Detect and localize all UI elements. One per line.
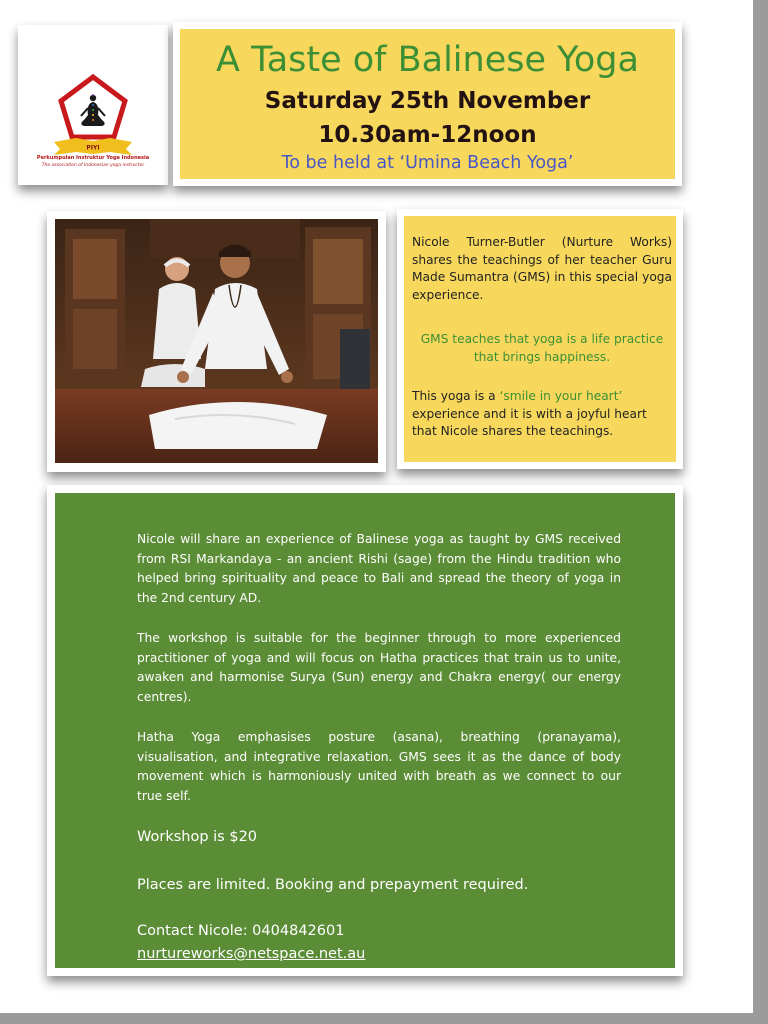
details-card: [47, 485, 683, 976]
event-date: Saturday 25th November: [264, 88, 591, 114]
logo-card: [18, 25, 168, 185]
intro-quote: GMS teaches that yoga is a life practice that brings happiness.: [420, 332, 664, 364]
details-paragraph-2: The workshop is suitable for the beginner through to more experienced practitioner of yoga and will focus on Hatha practices that train us to unite, awaken and harmonise Surya (Sun) energy and Chakra energy( our energy centres).: [137, 631, 621, 704]
intro-paragraph: Nicole Turner-Butler (Nurture Works) shares the teachings of her teacher Guru Made Sumantra (GMS) in this special yoga experience.: [412, 235, 672, 302]
booking-text: Places are limited. Booking and prepayment required.: [137, 877, 529, 893]
title-card: [173, 22, 682, 186]
details-paragraph-1: Nicole will share an experience of Balinese yoga as taught by GMS received from RSI Markandaya - an ancient Rishi (sage) from the Hindu tradition who helped bring spirituality and peace to Bali and spread the theory of yoga in the 2nd century AD.: [137, 532, 621, 605]
logo-org-english: The association of Indonesian yoga instructor: [41, 163, 145, 168]
details-panel: [55, 493, 675, 968]
intro-closing-start: This yoga is a: [412, 389, 500, 403]
event-venue: To be held at ‘Umina Beach Yoga’: [281, 153, 574, 173]
photo-card: [47, 211, 386, 472]
piyi-logo: [18, 25, 168, 185]
email-link[interactable]: nurtureworks@netspace.net.au: [137, 946, 366, 962]
intro-closing: [412, 388, 672, 441]
contact-text: Contact Nicole: 0404842601: [137, 923, 345, 939]
event-time: 10.30am-12noon: [318, 122, 537, 148]
intro-closing-end: experience and it is with a joyful heart that Nicole shares the teachings.: [412, 406, 647, 438]
intro-panel: [404, 216, 676, 462]
intro-card: [397, 209, 683, 469]
title-panel: [180, 29, 675, 179]
intro-highlight: ‘smile in your heart’: [499, 389, 623, 403]
logo-acronym: PIYI: [86, 144, 100, 152]
details-paragraph-3: Hatha Yoga emphasises posture (asana), breathing (pranayama), visualisation, and integrative relaxation. GMS sees it as the dance of body movement which is harmoniously united with breath as we connect to our true self.: [137, 730, 621, 803]
yoga-photo: [55, 219, 378, 463]
price-text: Workshop is $20: [137, 829, 258, 845]
logo-org-name: Perkumpulan Instruktur Yoga Indonesia: [36, 155, 150, 161]
event-title: A Taste of Balinese Yoga: [216, 40, 639, 80]
